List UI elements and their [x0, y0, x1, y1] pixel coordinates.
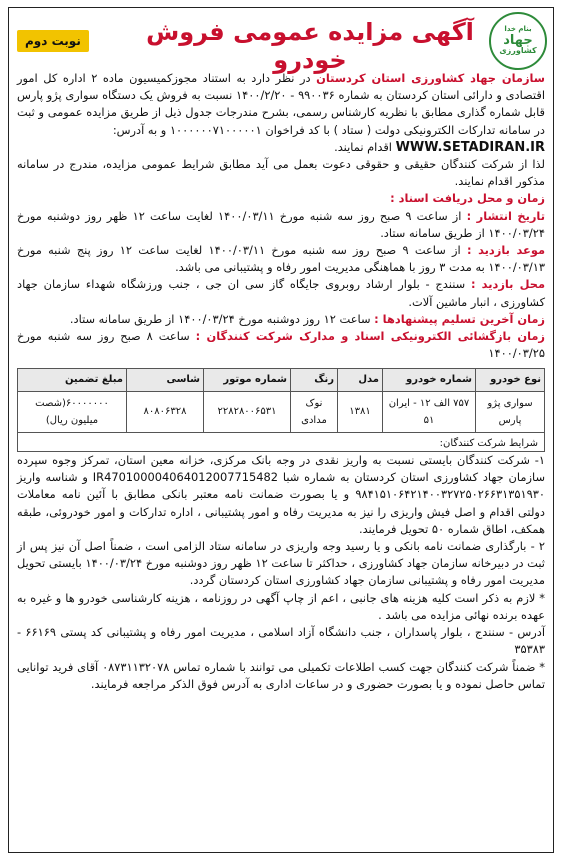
schedule-label: محل بازدید : [470, 277, 546, 292]
schedule-item [17, 276, 545, 310]
notice-title: آگهی مزایده عمومی فروش خودرو [146, 18, 474, 74]
col-guarantee: مبلغ تضمین [18, 369, 127, 391]
cell-vehicle-type: سواری پژو پارس [476, 391, 545, 432]
logo-line-2: جهاد [503, 32, 533, 48]
col-model: مدل [338, 369, 383, 391]
schedule-item [17, 208, 545, 242]
schedule-text: ساعت ۱۲ روز دوشنبه مورخ ۱۴۰۰/۰۳/۲۴ از طریق سامانه ستاد. [69, 311, 375, 326]
org-name: سازمان جهاد کشاورزی استان کردستان [316, 71, 546, 85]
jahad-logo-icon [489, 12, 547, 70]
cell-color: نوک مدادی [291, 391, 338, 432]
table-row [18, 391, 545, 432]
schedule-heading: زمان و محل دریافت اسناد : [390, 191, 545, 206]
cell-engine-number: ۲۲۸۲۸۰۰۶۵۳۱ [204, 391, 291, 432]
schedule-label: موعد بازدید : [466, 243, 546, 258]
website-suffix: اقدام نمایند. [334, 139, 396, 154]
table-header-row [18, 369, 545, 391]
setad-website-link[interactable]: WWW.SETADIRAN.IR [395, 139, 545, 155]
col-chassis: شاسی [127, 369, 204, 391]
contact-item: * ضمناً شرکت کنندگان جهت کسب اطلاعات تکمیلی می توانند با شماره تماس ۰۸۷۳۱۱۳۲۰۷۸ آقای فرید توانایی تماس حاصل نموده و یا بصورت حضوری و در ساعات اداری به آدرس فوق الذکر مراجعه فرمایند. [17, 659, 545, 691]
schedule-text: از ساعت ۹ صبح روز سه شنبه مورخ ۱۴۰۰/۰۳/۱۱ لغایت ساعت ۱۲ ظهر روز دوشنبه مورخ ۱۴۰۰/۰۳/۲۴ از طریق سامانه ستاد. [17, 208, 545, 240]
schedule-item [17, 328, 545, 362]
conditions-list [17, 452, 545, 693]
cell-chassis: ۸۰۸۰۶۳۲۸ [127, 391, 204, 432]
notice-frame [8, 7, 554, 853]
logo-line-1: بنام خدا [504, 25, 532, 34]
schedule-label: زمان بازگشائی الکترونیکی اسناد و مدارک شرکت کنندگان : [195, 329, 545, 344]
col-vehicle-type: نوع خودرو [476, 369, 545, 391]
condition-item: ۲ - بارگذاری ضمانت نامه بانکی و یا رسید وجه واریزی در سامانه ستاد الزامی است ، ضمناً اصل آن نیز پس از ثبت در دبیرخانه سازمان جهاد کشاورزی ، حداکثر تا ساعت ۱۲ ظهر روز دوشنبه مورخ ۱۴۰۰/۰۳/۲۴ بایستی تحویل مدیریت امور رفاه و پشتیبانی سازمان جهاد کشاورزی استان کردستان گردد. [17, 539, 545, 588]
col-engine-number: شماره موتور [204, 369, 291, 391]
schedule-item [17, 242, 545, 276]
schedule-label: زمان آخرین تسلیم پیشنهادها : [374, 311, 545, 326]
header [9, 8, 553, 74]
logo-line-3: کشاورزی [499, 46, 537, 56]
condition-item: * لازم به ذکر است کلیه هزینه های جانبی ، اعم از چاپ آگهی در روزنامه ، هزینه کارشناسی خودرو ها و غیره به عهده برنده نهائی مزایده می باشد . [17, 590, 545, 622]
intro-text: در نظر دارد به استناد مجوزکمیسیون ماده ۲ اداره کل امور اقتصادی و دارائی استان کردستان به شماره ۹۹۰۰۳۶ - ۱۴۰۰/۲/۲۰ نسبت به فروش یک دستگاه سواری پژو پارس قابل شماره گذاری مطابق با نظریه کارشناس رسمی، بشرح مندرجات جدول ذیل از طریق مزایده عمومی و ثبت در سامانه تدارکات الکترونیکی دولت ( ستاد ) با کد فراخوان ۱۰۰۰۰۰۰۷۱۰۰۰۰۰۱ و به آدرس: [17, 71, 545, 137]
conditions-label: شرایط شرکت کنندگان: [17, 433, 545, 452]
address-line: آدرس - سنندج ، بلوار پاسداران ، جنب دانشگاه آزاد اسلامی ، مدیریت امور رفاه و پشتیبانی کد پستی ۶۶۱۶۹ - ۳۵۳۸۳ [17, 625, 545, 657]
schedule-label: تاریخ انتشار : [466, 208, 545, 223]
cell-guarantee: ۶۰۰۰۰۰۰۰(شصت میلیون ریال) [18, 391, 127, 432]
vehicle-table [17, 368, 545, 433]
schedule-item [17, 311, 545, 328]
col-plate: شماره خودرو [383, 369, 476, 391]
schedule-text: سنندج - بلوار ارشاد روبروی جایگاه گاز سی ان جی ، جنب ورزشگاه شهداء سازمان جهاد کشاورزی ، انبار ماشین آلات. [17, 277, 545, 309]
round-badge: نوبت دوم [17, 30, 89, 52]
cell-plate: ۷۵۷ الف ۱۲ - ایران ۵۱ [383, 391, 476, 432]
col-color: رنگ [291, 369, 338, 391]
invite-paragraph: لذا از شرکت کنندگان حقیقی و حقوقی دعوت بعمل می آید مطابق شرایط عمومی مزایده، مندرج در سامانه مذکور اقدام نمایند. [17, 157, 545, 189]
intro-paragraph [17, 70, 545, 156]
condition-item: ۱- شرکت کنندگان بایستی نسبت به واریز نقدی در وجه بانک مرکزی، خزانه معین استان، تمرکز وجوه سپرده سازمان جهاد کشاورزی استان کردستان به شماره شبا IR470100004064012007715482 و شناسه واریز ۹۸۴۱۵۱۰۶۴۲۱۴۰۰۳۲۷۲۵۰۲۶۶۳۱۳۵۱۹۳۰ و یا بصورت ضمانت نامه معتبر بانکی مطابق با آئین نامه معاملات دولتی اقدام و اصل فیش واریزی را نیز به مدیریت رفاه و امور پشتیبانی ، اداره تدارکات و امور خودروئی، طبقه همکف، اطاق شماره ۵۰ تحویل فرمایند. [17, 453, 545, 536]
schedule-text: ساعت ۸ صبح روز سه شنبه مورخ ۱۴۰۰/۰۳/۲۵ [17, 329, 545, 361]
cell-model: ۱۳۸۱ [338, 391, 383, 432]
schedule-text: از ساعت ۹ صبح روز سه شنبه مورخ ۱۴۰۰/۰۳/۱۱ لغایت ساعت ۱۲ روز پنج شنبه مورخ ۱۴۰۰/۰۳/۱۳ به مدت ۳ روز با هماهنگی مدیریت امور رفاه و پشتیبانی می باشد. [17, 243, 545, 275]
notice-body [17, 70, 545, 693]
